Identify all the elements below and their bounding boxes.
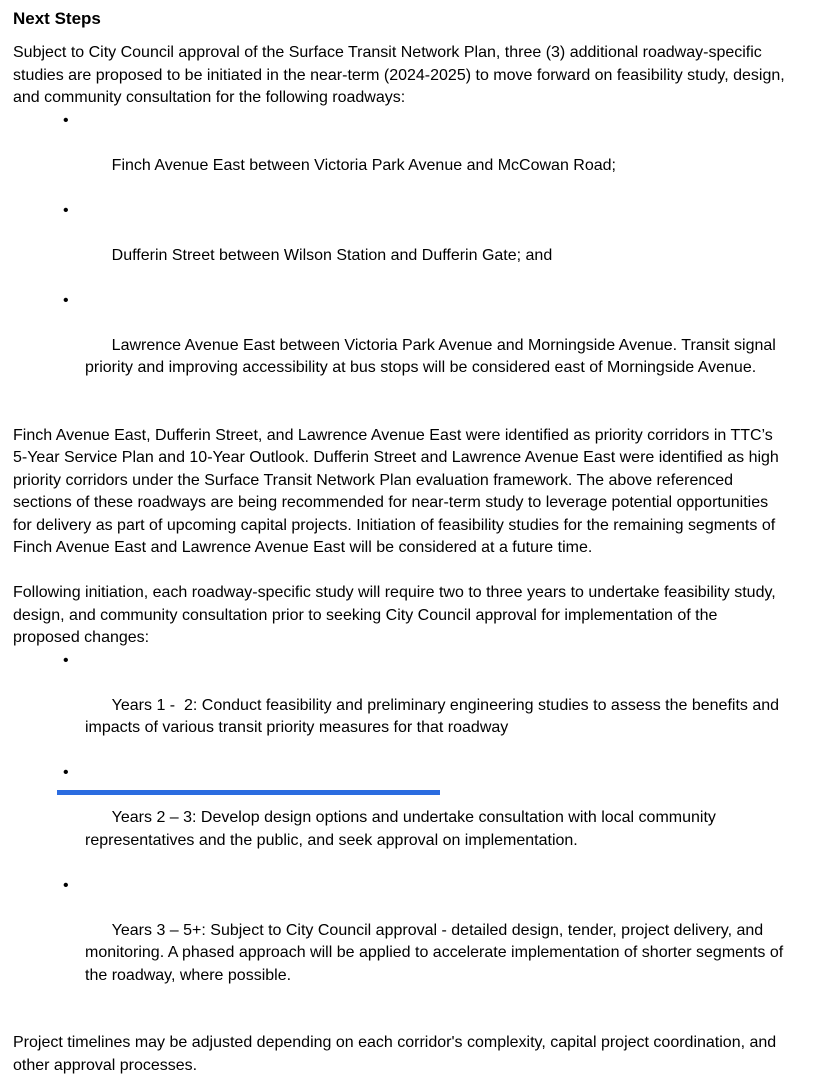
paragraph-intro: Subject to City Council approval of the Surface Transit Network Plan, three (3) additional roadway-specific studies are proposed to be initiated in the near-term (2024-2025) to move forward on feasibility study, design, and community consultation for the following roadways: bbox=[13, 44, 790, 106]
bullet-icon: • bbox=[63, 111, 69, 129]
list-item bbox=[61, 650, 788, 763]
bullet-icon: • bbox=[63, 201, 69, 219]
bullet-icon: • bbox=[63, 651, 69, 669]
list-item-text: Lawrence Avenue East between Victoria Park Avenue and Morningside Avenue. Transit signal priority and improving accessibility at bus stops will be considered east of Morningside Avenue. bbox=[85, 336, 781, 376]
roadway-list bbox=[13, 110, 788, 403]
list-item bbox=[61, 110, 788, 200]
list-item-text: Years 3 – 5+: Subject to City Council approval - detailed design, tender, project delivery, and monitoring. A phased approach will be applied to accelerate implementation of shorter segments of the roadway, where possible. bbox=[85, 921, 788, 984]
list-item bbox=[61, 875, 788, 1010]
timeline-list bbox=[13, 650, 788, 1010]
bullet-icon: • bbox=[63, 764, 69, 781]
bullet-icon: • bbox=[63, 876, 69, 894]
paragraph-timeline-intro: Following initiation, each roadway-specific study will require two to three years to undertake feasibility study, design, and community consultation prior to seeking City Council approval for implementation of the proposed changes: bbox=[13, 584, 781, 646]
list-item bbox=[61, 290, 788, 403]
paragraph-corridors: Finch Avenue East, Dufferin Street, and Lawrence Avenue East were identified as priority corridors in TTC’s 5-Year Service Plan and 10-Year Outlook. Dufferin Street and Lawrence Avenue East were identified as high priority corridors under the Surface Transit Network Plan evaluation framework. The above referenced sections of these roadways are being recommended for near-term study to leverage potential opportunities for delivery as part of upcoming capital projects. Initiation of feasibility studies for the remaining segments of Finch Avenue East and Lawrence Avenue East will be considered at a future time. bbox=[13, 426, 784, 556]
list-item bbox=[61, 762, 788, 875]
list-item-text: Years 1 - 2: Conduct feasibility and preliminary engineering studies to assess the benefits and impacts of various transit priority measures for that roadway bbox=[85, 696, 784, 736]
paragraph-timelines-note: Project timelines may be adjusted depending on each corridor's complexity, capital project coordination, and other approval processes. bbox=[13, 1034, 781, 1074]
list-item-text: Finch Avenue East between Victoria Park Avenue and McCowan Road; bbox=[111, 156, 616, 174]
list-item bbox=[61, 200, 788, 290]
list-item-text: Dufferin Street between Wilson Station and Dufferin Gate; and bbox=[111, 246, 553, 264]
clipped-next-element-bar bbox=[57, 790, 440, 795]
page-title: Next Steps bbox=[13, 9, 101, 28]
bullet-icon: • bbox=[63, 291, 69, 309]
list-item-text: Years 2 – 3: Develop design options and undertake consultation with local community representatives and the public, and seek approval on implementation. bbox=[85, 809, 721, 849]
